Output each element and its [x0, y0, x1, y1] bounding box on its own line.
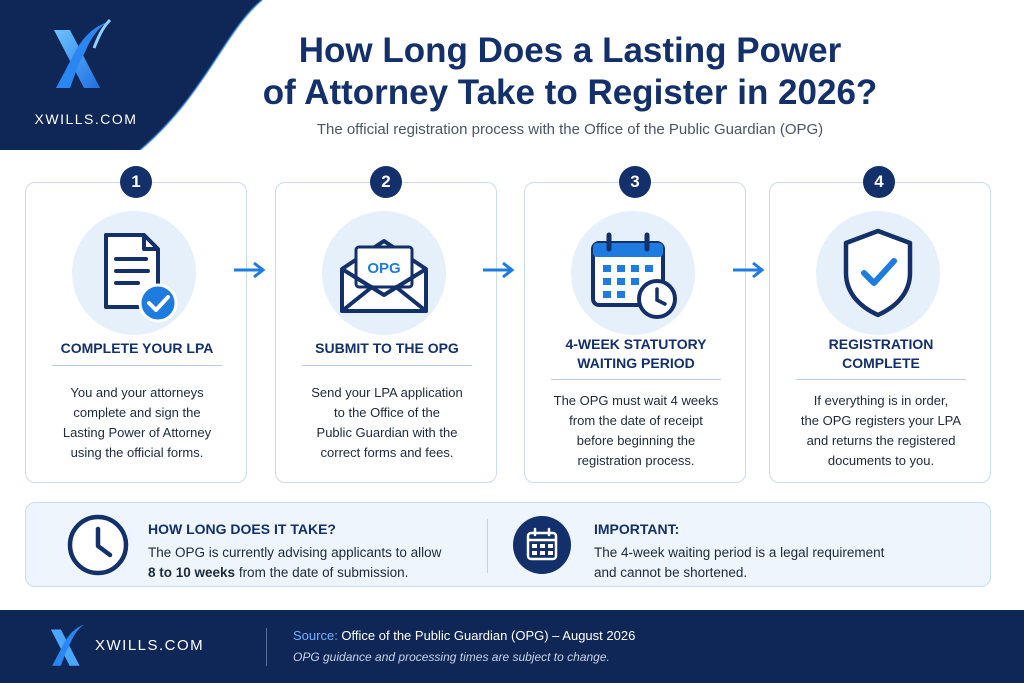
divider: [52, 365, 222, 366]
arrow-right-icon: [731, 260, 767, 280]
calendar-icon: [512, 515, 572, 575]
footer-note: OPG guidance and processing times are subject to change.: [293, 650, 610, 664]
info-text-line: The OPG is currently advising applicants to allow: [148, 545, 442, 560]
x-logo-icon: [47, 622, 91, 672]
calendar-clock-icon: [571, 211, 695, 335]
page-subtitle: The official registration process with the Office of the Public Guardian (OPG): [316, 121, 824, 138]
step-title: REGISTRATION COMPLETE: [828, 336, 934, 371]
highlight-duration: 8 to 10 weeks: [148, 565, 236, 580]
step-title: SUBMIT TO THE OPG: [315, 340, 459, 356]
source-text: Office of the Public Guardian (OPG) – August 2026: [337, 628, 636, 643]
info-box: [25, 502, 991, 587]
info-text-rest: from the date of submission.: [235, 565, 409, 580]
footer-brand: XWILLS.COM: [95, 637, 205, 654]
shield-check-icon: [816, 211, 940, 335]
source-label: Source:: [293, 628, 338, 643]
step-description: If everything is in order, the OPG registers your LPA and returns the registered documents to you.: [800, 393, 962, 468]
envelope-icon: [322, 211, 446, 335]
arrow-right-icon: [481, 260, 517, 280]
info-text-line: and cannot be shortened.: [594, 565, 748, 580]
divider: [266, 628, 267, 666]
step-description: You and your attorneys complete and sign the Lasting Power of Attorney using the official forms.: [62, 385, 212, 460]
footer-source: [293, 628, 635, 643]
step-number-2: 2: [370, 166, 402, 198]
info-heading: HOW LONG DOES IT TAKE?: [148, 521, 336, 537]
info-text-line: The 4-week waiting period is a legal requirement: [594, 545, 885, 560]
arrow-right-icon: [232, 260, 268, 280]
title-line-1: How Long Does a Lasting Power: [298, 31, 842, 70]
step-title: COMPLETE YOUR LPA: [60, 340, 214, 356]
info-text: [594, 543, 974, 583]
step-title: 4-WEEK STATUTORY WAITING PERIOD: [565, 336, 707, 371]
x-logo-icon: [48, 18, 118, 98]
step-number-3: 3: [619, 166, 651, 198]
info-text-line: [148, 563, 478, 583]
clock-icon: [66, 513, 130, 577]
step-card-3: [524, 182, 746, 483]
title-line-2: of Attorney Take to Register in 2026?: [262, 73, 878, 112]
envelope-label: OPG: [367, 260, 401, 277]
footer: [0, 610, 1024, 683]
brand-name: XWILLS.COM: [34, 111, 138, 127]
divider: [796, 379, 966, 380]
step-description: The OPG must wait 4 weeks from the date of receipt before beginning the registration process.: [553, 393, 719, 468]
step-number-4: 4: [863, 166, 895, 198]
step-description: Send your LPA application to the Office of the Public Guardian with the correct forms and fees.: [311, 385, 463, 460]
step-card-2: [275, 182, 497, 483]
divider: [551, 379, 721, 380]
step-number-1: 1: [120, 166, 152, 198]
step-card-1: [25, 182, 247, 483]
info-heading: IMPORTANT:: [594, 521, 680, 537]
document-check-icon: [72, 211, 196, 335]
divider: [302, 365, 472, 366]
step-card-4: [769, 182, 991, 483]
info-text: [148, 543, 478, 583]
divider: [487, 519, 488, 573]
page-title: [230, 30, 910, 114]
